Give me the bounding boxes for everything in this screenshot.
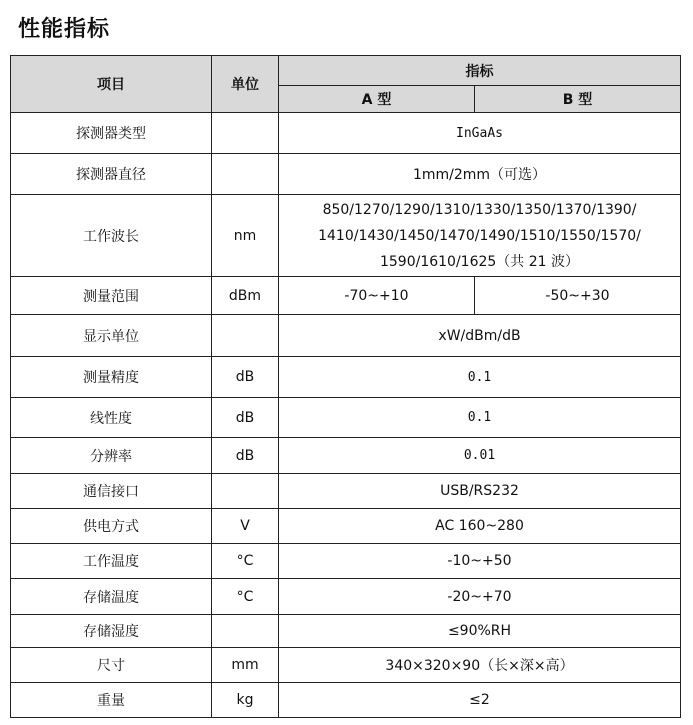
table-row: [11, 154, 681, 195]
row-name: 测量精度: [11, 357, 212, 398]
row-value: ≤2: [279, 683, 681, 718]
row-name: 测量范围: [11, 277, 212, 315]
table-row: [11, 544, 681, 579]
row-value: 0.01: [279, 438, 681, 474]
wavelength-line: 1410/1430/1450/1470/1490/1510/1550/1570/: [318, 227, 641, 244]
row-value: InGaAs: [279, 113, 681, 154]
header-unit: 单位: [212, 56, 279, 113]
table-row: [11, 648, 681, 683]
row-name: 探测器直径: [11, 154, 212, 195]
row-unit: kg: [212, 683, 279, 718]
page-title: 性能指标: [18, 17, 111, 42]
row-value: AC 160~280: [279, 509, 681, 544]
row-value: USB/RS232: [279, 474, 681, 509]
table-row: [11, 579, 681, 615]
row-value: xW/dBm/dB: [279, 315, 681, 357]
row-unit: [212, 113, 279, 154]
row-name: 探测器类型: [11, 113, 212, 154]
spec-table: [10, 55, 681, 718]
table-row: [11, 398, 681, 438]
row-name: 存储湿度: [11, 615, 212, 648]
row-unit: [212, 315, 279, 357]
table-row: [11, 438, 681, 474]
wavelength-list: [279, 195, 681, 277]
header-type-a: A 型: [279, 86, 475, 113]
row-unit: mm: [212, 648, 279, 683]
row-value: 1mm/2mm（可选）: [279, 154, 681, 195]
table-row: [11, 357, 681, 398]
table-row: [11, 195, 681, 277]
row-value: 0.1: [279, 357, 681, 398]
table-row: [11, 509, 681, 544]
row-name: 尺寸: [11, 648, 212, 683]
wavelength-line: 1590/1610/1625（共 21 波）: [379, 253, 580, 270]
row-name: 通信接口: [11, 474, 212, 509]
row-value: 0.1: [279, 398, 681, 438]
row-unit: dB: [212, 357, 279, 398]
row-unit: dBm: [212, 277, 279, 315]
row-unit: dB: [212, 398, 279, 438]
row-unit: dB: [212, 438, 279, 474]
header-item: 项目: [11, 56, 212, 113]
row-name: 存储温度: [11, 579, 212, 615]
row-unit: V: [212, 509, 279, 544]
row-name: 显示单位: [11, 315, 212, 357]
table-row: [11, 277, 681, 315]
row-name: 工作温度: [11, 544, 212, 579]
row-unit: [212, 474, 279, 509]
row-unit: °C: [212, 544, 279, 579]
row-value: 340×320×90（长×深×高）: [279, 648, 681, 683]
table-row: [11, 315, 681, 357]
row-name: 供电方式: [11, 509, 212, 544]
row-value-a: -70~+10: [279, 277, 475, 315]
table-row: [11, 683, 681, 718]
header-spec: 指标: [279, 56, 681, 86]
row-name: 线性度: [11, 398, 212, 438]
row-unit: nm: [212, 195, 279, 277]
table-row: [11, 113, 681, 154]
header-type-b: B 型: [475, 86, 681, 113]
row-value: ≤90%RH: [279, 615, 681, 648]
table-row: [11, 474, 681, 509]
wavelength-line: 850/1270/1290/1310/1330/1350/1370/1390/: [322, 201, 637, 218]
row-value-b: -50~+30: [475, 277, 681, 315]
row-unit: [212, 154, 279, 195]
row-name: 工作波长: [11, 195, 212, 277]
row-name: 分辨率: [11, 438, 212, 474]
row-name: 重量: [11, 683, 212, 718]
table-row: [11, 615, 681, 648]
row-unit: [212, 615, 279, 648]
row-value: -20~+70: [279, 579, 681, 615]
row-value: -10~+50: [279, 544, 681, 579]
row-unit: °C: [212, 579, 279, 615]
